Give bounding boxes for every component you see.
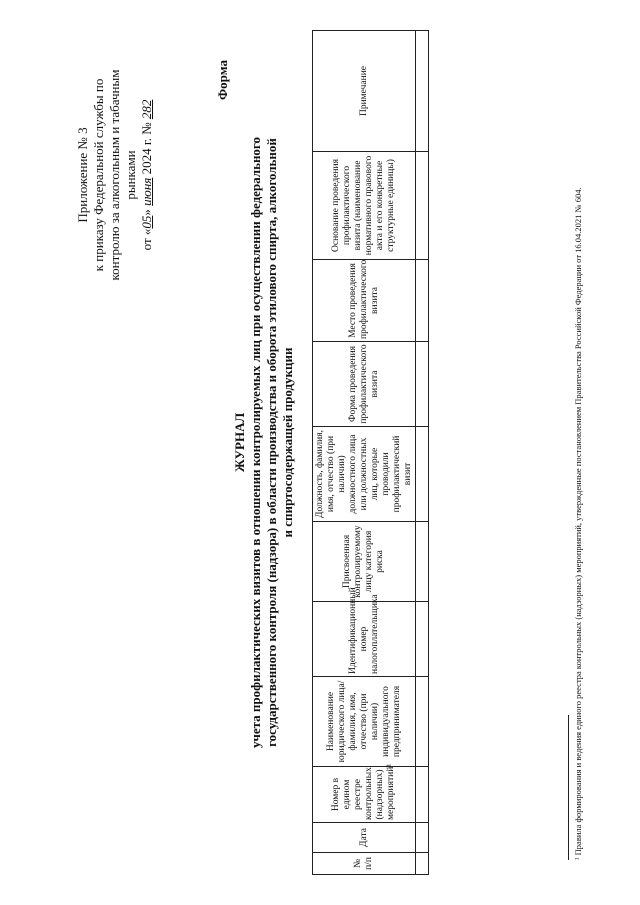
table-cell	[416, 31, 429, 152]
footnote: ¹ Правила формирования и ведения единого реестра контрольных (надзорных) мероприятий, утвержденные постановлением Правительства Российской Федерации от 16.04.2021 № 604.	[573, 187, 583, 860]
journal-title	[232, 50, 296, 835]
header-cell: Примечание	[313, 31, 416, 152]
header-cell: № п/п	[313, 853, 416, 875]
title-line-2: учета профилактических визитов в отношении контролируемых лиц при осуществлении федерального	[248, 136, 263, 749]
appendix-line-1: Приложение № 3	[75, 127, 90, 223]
header-cell: Присвоенная контролируемому лицу категория риска	[313, 522, 416, 602]
table-cell	[416, 853, 429, 875]
table-cell	[416, 152, 429, 260]
appendix-block	[75, 45, 155, 305]
header-cell: Место проведения профилактического визита	[313, 260, 416, 342]
header-cell: Номер в едином реестре контрольных (надзорных) мероприятий¹	[313, 767, 416, 823]
order-year: 2024 г. №	[139, 119, 154, 178]
appendix-line-2: к приказу Федеральной службы по	[91, 78, 106, 272]
table-cell	[416, 677, 429, 767]
appendix-line-4: рынками	[123, 150, 138, 200]
header-cell: Форма проведения профилактического визита	[313, 342, 416, 427]
table-empty-row	[416, 31, 429, 875]
appendix-date-line	[139, 45, 155, 305]
date-prefix: от «	[139, 228, 154, 251]
order-number: 282	[139, 99, 154, 120]
order-day: 05	[139, 215, 154, 229]
table-cell	[416, 522, 429, 602]
title-line-4: и спиртосодержащей продукции	[280, 347, 295, 538]
footnote-separator	[568, 715, 569, 860]
table-cell	[416, 823, 429, 853]
journal-table	[312, 30, 429, 875]
header-cell: Должность, фамилия, имя, отчество (при наличии) должностного лица или должностных лиц, которые проводили профилактический визит	[313, 427, 416, 522]
appendix-line-3: контролю за алкогольным и табачным	[107, 69, 122, 281]
table-header-row	[313, 31, 416, 875]
table-cell	[416, 260, 429, 342]
date-mid: »	[139, 205, 154, 216]
table-cell	[416, 767, 429, 823]
table-cell	[416, 342, 429, 427]
form-label: Форма	[215, 60, 230, 100]
title-line-1: ЖУРНАЛ	[232, 412, 247, 473]
table-cell	[416, 602, 429, 677]
header-cell: Основание проведения профилактического визита (наименование нормативного правового акта и его конкретные структурные единицы)	[313, 152, 416, 260]
header-cell: Идентификационный номер налогоплательщика	[313, 602, 416, 677]
header-cell: Дата	[313, 823, 416, 853]
title-line-3: государственного контроля (надзора) в области производства и оборота этилового спирта, алкогольной	[264, 138, 279, 747]
table-cell	[416, 427, 429, 522]
header-cell: Наименование юридического лица/фамилия, имя, отчество (при наличии) индивидуального предпринимателя	[313, 677, 416, 767]
order-month: июня	[139, 177, 154, 206]
